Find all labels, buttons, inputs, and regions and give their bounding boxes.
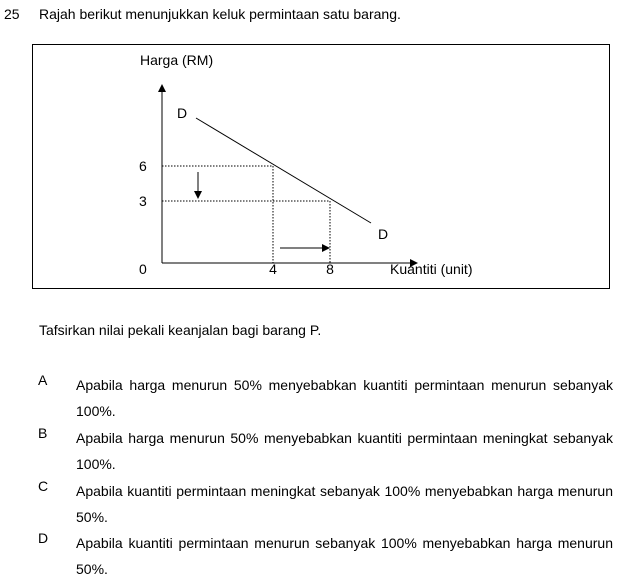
demand-line [196,118,371,223]
y-axis-label: Harga (RM) [140,52,214,68]
x-tick-label: 4 [269,261,277,277]
question-text: Rajah berikut menunjukkan keluk permintaan satu barang. [39,6,401,22]
y-tick-label: 6 [139,158,147,174]
x-tick-label: 8 [326,261,334,277]
demand-curve-figure [32,44,610,289]
option-text: Apabila harga menurun 50% menyebabkan kuantiti permintaan meningkat sebanyak 100%. [76,430,613,472]
origin-label: 0 [139,261,147,277]
curve-label-bottom: D [378,226,389,242]
option-letter: C [38,478,49,494]
option-letter: B [38,425,48,441]
option-letter: A [38,372,48,388]
y-tick-label: 3 [139,193,147,209]
option-text: Apabila kuantiti permintaan menurun sebanyak 100% menyebabkan harga menurun 50%. [76,535,613,577]
option-text: Apabila kuantiti permintaan meningkat sebanyak 100% menyebabkan harga menurun 50%. [76,483,613,525]
question-stem: Tafsirkan nilai pekali keanjalan bagi barang P. [39,322,322,338]
x-axis-label: Kuantiti (unit) [390,261,473,277]
option-letter: D [38,530,49,546]
curve-label-top: D [177,105,188,121]
question-number: 25 [4,6,20,22]
demand-curve-chart [33,45,611,290]
option-text: Apabila harga menurun 50% menyebabkan kuantiti permintaan menurun sebanyak 100%. [76,377,613,419]
